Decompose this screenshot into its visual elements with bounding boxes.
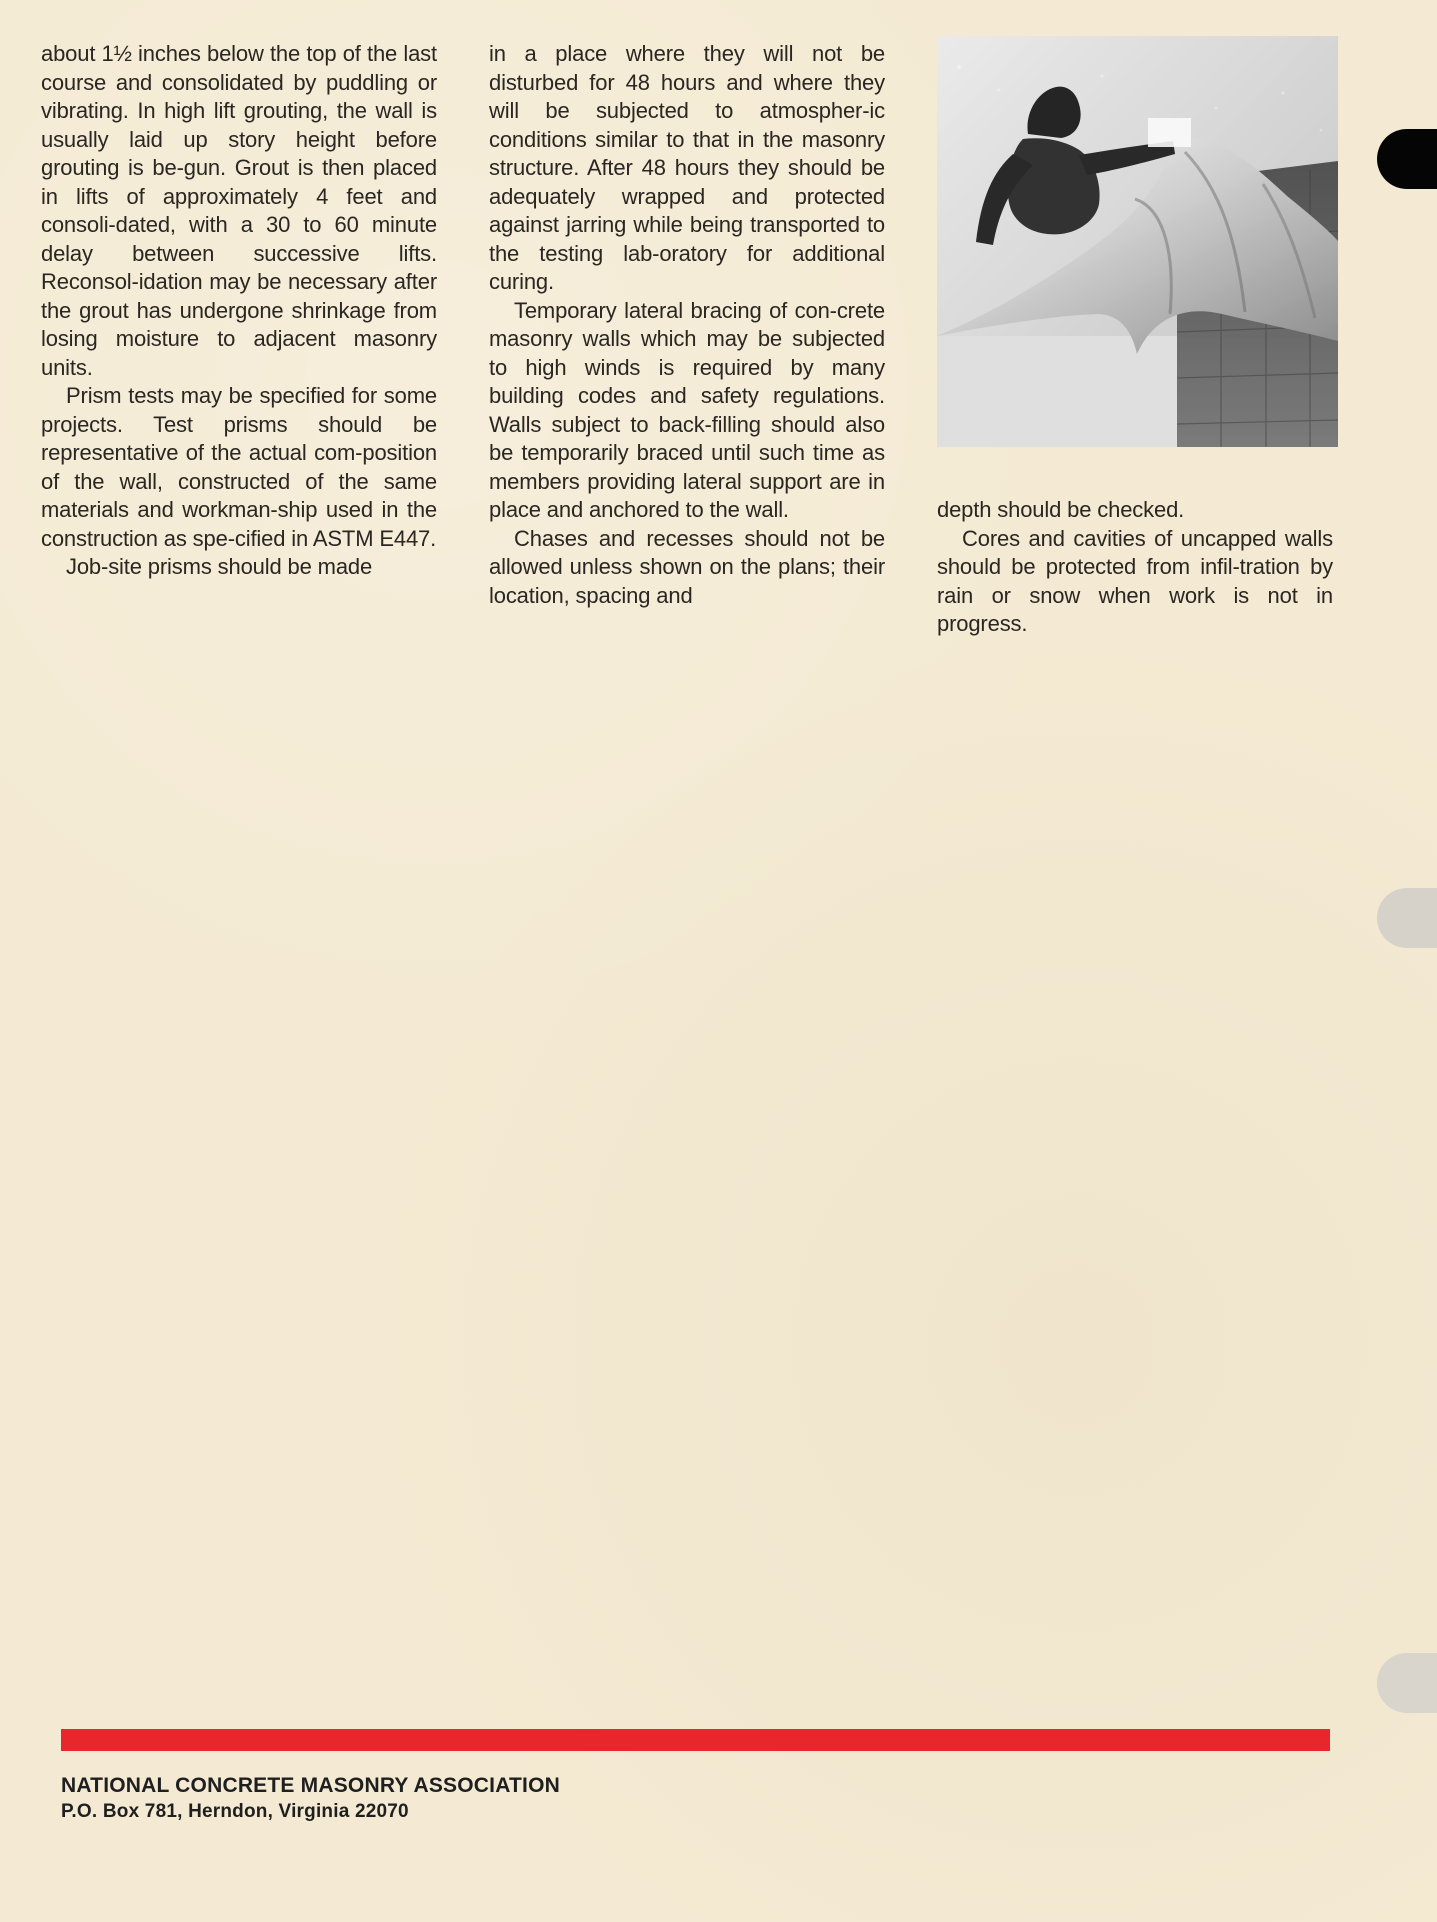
text-column-left [41, 40, 437, 582]
paragraph-prism-tests: Prism tests may be specified for some projects. Test prisms should be representative of the actual com-position of the wall, constructed of the same materials and workman-ship used in the construction as spe-cified in ASTM E447. [41, 383, 437, 551]
paragraph-chases-recesses-start: Chases and recesses should not be allowed unless shown on the plans; their location, spacing and [489, 525, 885, 608]
text-column-right [937, 496, 1333, 639]
binder-hole-top [1377, 129, 1437, 189]
footer-red-rule [61, 1729, 1330, 1751]
block-on-wall [1148, 118, 1191, 147]
text-column-middle [489, 40, 885, 610]
masonry-cover-photo-illustration [937, 36, 1338, 447]
organization-name: NATIONAL CONCRETE MASONRY ASSOCIATION [61, 1774, 560, 1797]
binder-hole-bottom [1377, 1653, 1437, 1713]
paragraph-depth-checked: depth should be checked. [937, 497, 1185, 522]
masonry-cover-photo [937, 36, 1338, 447]
paragraph-lateral-bracing: Temporary lateral bracing of con-crete masonry walls which may be subjected to high winds is required by many building codes and safety regulations. Walls subject to back-filling should also be temporarily braced until such time as members providing lateral support are in place and anchored to the wall. [489, 297, 885, 522]
binder-hole-middle [1377, 888, 1437, 948]
paragraph-uncapped-walls: Cores and cavities of uncapped walls should be protected from infil-tration by rain or snow when work is not in progress. [937, 525, 1333, 636]
paragraph-job-site-prisms-start: Job-site prisms should be made [66, 554, 373, 579]
organization-address: P.O. Box 781, Herndon, Virginia 22070 [61, 1801, 409, 1822]
paragraph-grouting: about 1½ inches below the top of the last course and consolidated by puddling or vibrating. In high lift grouting, the wall is usually laid up story height before grouting is be-gun. Grout is then placed in lifts of approximately 4 feet and consoli-dated, with a 30 to 60 minute delay between successive lifts. Reconsol-idation may be necessary after the grout has undergone shrinkage from losing moisture to adjacent masonry units. [41, 41, 437, 380]
paragraph-prism-curing: in a place where they will not be disturbed for 48 hours and where they will be subjected to atmospher-ic conditions similar to that in the masonry structure. After 48 hours they should be adequately wrapped and protected against jarring while being transported to the testing lab-oratory for additional curing. [489, 41, 885, 294]
photo-background-ground [937, 336, 1187, 447]
